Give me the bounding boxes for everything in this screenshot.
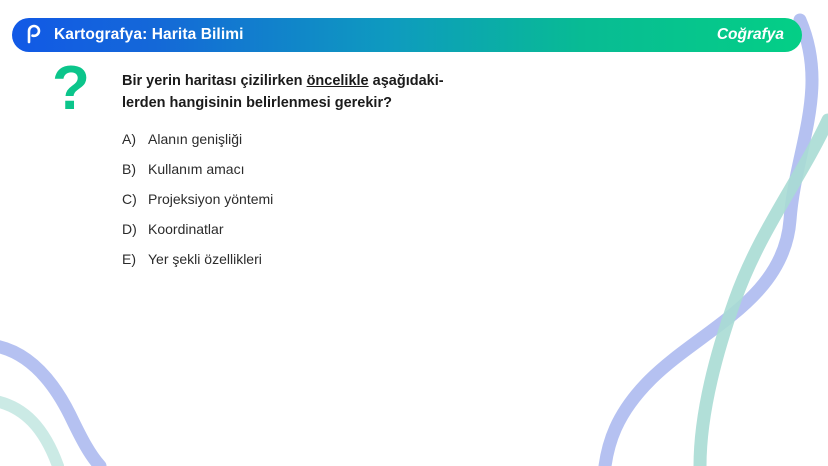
option-c-letter: C) — [122, 190, 137, 207]
question-mark-icon: ? — [52, 54, 90, 123]
question-line1-after: aşağıdaki- — [368, 73, 444, 89]
option-a[interactable] — [122, 131, 570, 147]
option-a-letter: A) — [122, 130, 136, 147]
question-text — [122, 70, 570, 115]
page-title: Kartografya: Harita Bilimi — [54, 26, 244, 43]
header-bar — [12, 18, 802, 52]
question-line2: lerden hangisinin belirlenmesi gerekir? — [122, 95, 392, 112]
option-c[interactable] — [122, 191, 570, 207]
option-b-text: Kullanım amacı — [148, 160, 245, 177]
option-b[interactable] — [122, 161, 570, 177]
question-block — [122, 70, 570, 281]
subject-label: Coğrafya — [716, 26, 784, 43]
option-e[interactable] — [122, 251, 570, 267]
option-d-text: Koordinatlar — [148, 220, 224, 237]
option-d[interactable] — [122, 221, 570, 237]
option-e-letter: E) — [122, 250, 136, 267]
p-logo-icon — [24, 24, 46, 46]
option-d-letter: D) — [122, 220, 137, 237]
option-c-text: Projeksiyon yöntemi — [148, 190, 274, 207]
question-emphasis: öncelikle — [306, 73, 369, 89]
option-e-text: Yer şekli özellikleri — [148, 250, 262, 267]
options-list — [122, 131, 570, 267]
option-b-letter: B) — [122, 160, 136, 177]
option-a-text: Alanın genişliği — [148, 130, 243, 147]
question-line1-before: Bir yerin haritası çizilirken — [122, 73, 307, 89]
